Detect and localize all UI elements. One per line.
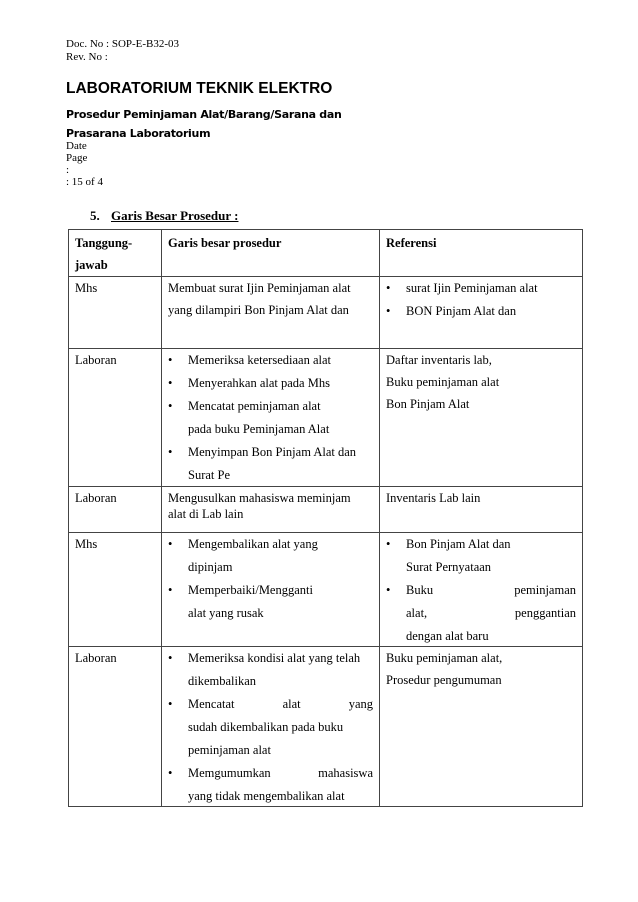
reference-line: Surat Pernyataan (406, 560, 492, 574)
header-reference: Referensi (380, 230, 583, 277)
procedure-line: Mencatat peminjaman alat (188, 399, 321, 413)
procedure-line: Memeriksa kondisi alat yang telah (188, 651, 361, 665)
reference-line: surat Ijin Peminjaman alat (406, 281, 538, 295)
cell-reference (380, 647, 583, 807)
reference-line: Prosedur pengumuman (386, 673, 502, 687)
table-row (69, 487, 583, 533)
doc-number: Doc. No : SOP-E-B32-03 (66, 38, 180, 50)
section-heading (90, 208, 238, 224)
procedure-line: Menyerahkan alat pada Mhs (188, 376, 330, 390)
subtitle-line-1: Prosedur Peminjaman Alat/Barang/Sarana dan (66, 108, 342, 121)
procedure-line: pada buku Peminjaman Alat (188, 422, 330, 436)
procedure-line: peminjaman alat (188, 743, 271, 757)
reference-line: Buku peminjaman alat (386, 375, 500, 389)
procedure-line: sudah dikembalikan pada buku (188, 720, 344, 734)
reference-line: BON Pinjam Alat dan (406, 304, 517, 318)
reference-line: Buku peminjaman alat, (386, 651, 503, 665)
cell-responsible: Laboran (69, 487, 162, 533)
table-row (69, 533, 583, 647)
cell-procedure (162, 533, 380, 647)
bullet-icon: • (168, 766, 173, 780)
reference-word: Buku (406, 583, 434, 597)
cell-procedure (162, 487, 380, 533)
page-title: LABORATORIUM TEKNIK ELEKTRO (66, 80, 333, 97)
procedure-line: dipinjam (188, 560, 233, 574)
reference-line: Bon Pinjam Alat (386, 397, 470, 411)
page-value: : 15 of 4 (66, 176, 103, 188)
cell-responsible: Mhs (69, 533, 162, 647)
cell-reference (380, 277, 583, 349)
table-row (69, 647, 583, 807)
reference-word: peminjaman (514, 583, 576, 597)
bullet-icon: • (168, 583, 173, 597)
procedure-line: Surat Pe (188, 468, 231, 482)
procedure-word: Memgumumkan (188, 766, 271, 780)
bullet-icon: • (386, 583, 391, 597)
procedure-line: alat di Lab lain (168, 507, 244, 521)
header-procedure: Garis besar prosedur (162, 230, 380, 277)
reference-word: penggantian (514, 606, 576, 620)
header-responsible (69, 230, 162, 277)
procedure-word: Mencatat (188, 697, 235, 711)
table-row (69, 349, 583, 487)
bullet-icon: • (168, 353, 173, 367)
subtitle-line-2: Prasarana Laboratorium (66, 127, 211, 140)
header-responsible-line-1: Tanggung- (75, 236, 133, 250)
bullet-icon: • (168, 651, 173, 665)
bullet-icon: • (168, 376, 173, 390)
procedure-line: Mengusulkan mahasiswa meminjam (168, 491, 351, 505)
table-header-row (69, 230, 583, 277)
bullet-icon: • (386, 281, 391, 295)
cell-reference: Inventaris Lab lain (380, 487, 583, 533)
procedure-table (68, 229, 583, 807)
procedure-line: yang dilampiri Bon Pinjam Alat dan (168, 303, 349, 317)
reference-line: dengan alat baru (406, 629, 489, 643)
header-responsible-line-2: jawab (75, 258, 108, 272)
bullet-icon: • (386, 304, 391, 318)
cell-reference (380, 349, 583, 487)
bullet-icon: • (168, 537, 173, 551)
table-row (69, 277, 583, 349)
revision-number: Rev. No : (66, 51, 108, 63)
procedure-line: Memeriksa ketersediaan alat (188, 353, 331, 367)
procedure-line: Membuat surat Ijin Peminjaman alat (168, 281, 351, 295)
procedure-line: Menyimpan Bon Pinjam Alat dan (188, 445, 357, 459)
procedure-word: yang (348, 697, 373, 711)
procedure-line: Mengembalikan alat yang (188, 537, 318, 551)
procedure-line: yang tidak mengembalikan alat (188, 789, 345, 803)
cell-responsible: Laboran (69, 647, 162, 807)
bullet-icon: • (168, 697, 173, 711)
bullet-icon: • (386, 537, 391, 551)
procedure-word: mahasiswa (318, 766, 373, 780)
reference-line: Daftar inventaris lab, (386, 353, 492, 367)
cell-responsible: Mhs (69, 277, 162, 349)
section-title: Garis Besar Prosedur : (111, 208, 239, 223)
date-label: Date (66, 140, 87, 152)
procedure-line: dikembalikan (188, 674, 257, 688)
reference-word: alat, (406, 606, 428, 620)
page-colon: : (66, 164, 70, 176)
cell-responsible: Laboran (69, 349, 162, 487)
cell-reference (380, 533, 583, 647)
cell-procedure (162, 647, 380, 807)
section-number: 5. (90, 208, 100, 223)
page-label: Page (66, 152, 88, 164)
cell-procedure (162, 277, 380, 349)
bullet-icon: • (168, 445, 173, 459)
procedure-line: Memperbaiki/Mengganti (188, 583, 313, 597)
cell-procedure (162, 349, 380, 487)
procedure-word: alat (282, 697, 301, 711)
reference-line: Bon Pinjam Alat dan (406, 537, 511, 551)
procedure-line: alat yang rusak (188, 606, 264, 620)
bullet-icon: • (168, 399, 173, 413)
